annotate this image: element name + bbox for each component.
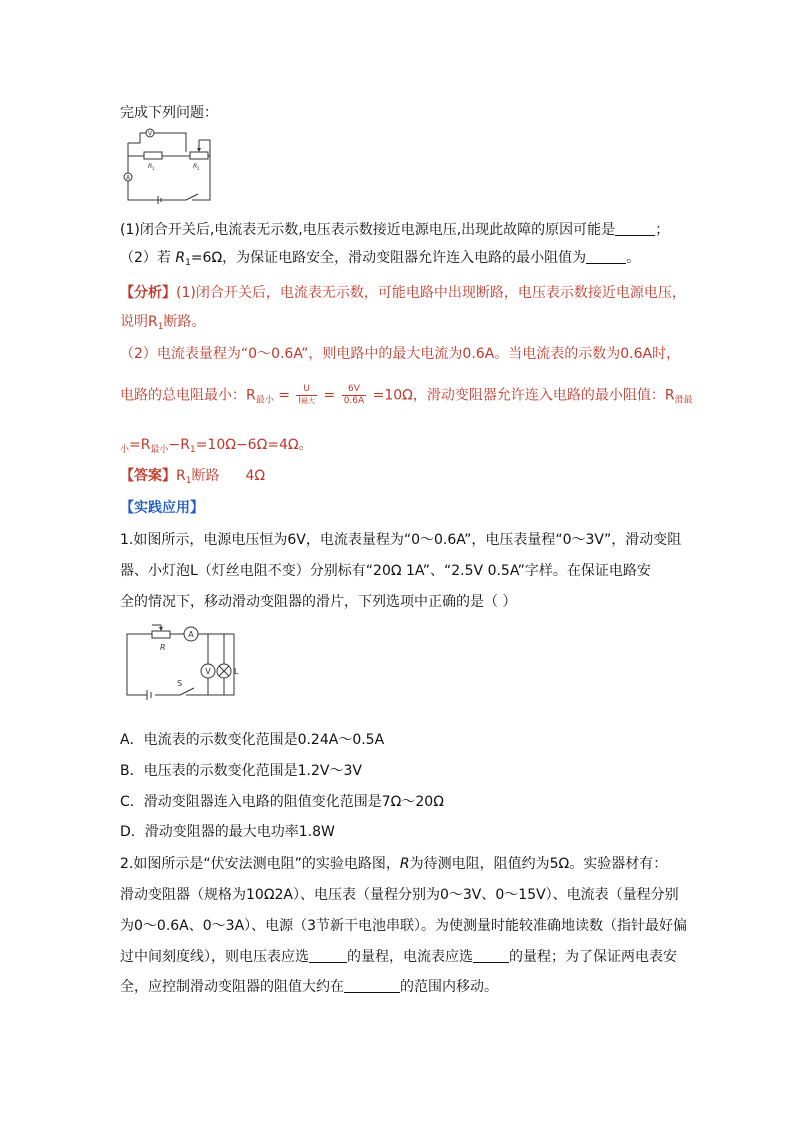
analysis-line-2: 说明$R_1$断路。 [120, 314, 206, 332]
problem-2-line-2: 滑动变阻器（规格为10Ω2A）、电压表（量程分别为0～3V、0～15V）、电流表（量程分别 [120, 887, 679, 903]
answer-blank-3 [309, 948, 347, 963]
answer-line: 【答案】$R_1$断路 4Ω [120, 468, 266, 486]
problem-2-line-3: 为0～0.6A、0～3A）、电源（3节新干电池串联）。为使测量时能较准确地读数（指针最好偏 [120, 918, 688, 934]
voltmeter-2-label: V [205, 667, 211, 676]
ammeter-label: A [125, 174, 131, 182]
option-c: C．滑动变阻器连入电路的阻值变化范围是7Ω～20Ω [120, 794, 444, 810]
r1-sub: 1 [152, 166, 155, 171]
circuit-diagram-2 [122, 624, 246, 700]
question-1: (1)闭合开关后,电流表无示数,电压表示数接近电源电压,出现此故障的原因可能是 ； [120, 222, 670, 238]
option-a: A．电流表的示数变化范围是0.24A～0.5A [120, 732, 385, 748]
fraction-6v-over-06a: $\frac{6V}{0.6A}$ [343, 384, 365, 406]
option-b: B．电压表的示数变化范围是1.2V～3V [120, 763, 362, 779]
r1-label: R [148, 163, 153, 170]
problem-2-line-5: 全，应控制滑动变阻器的阻值大约在 的范围内移动。 [120, 979, 498, 995]
question-2: （2）若 $R_1=6\Omega$，为保证电路安全，滑动变阻器允许连入电路的最小阻值为 。 [120, 250, 641, 268]
answer-blank-4 [473, 948, 509, 963]
lamp-label: L [234, 667, 239, 676]
fraction-u-over-i: $\frac{U}{\text{I最大}}$ [298, 384, 316, 406]
problem-2-line-1: 2.如图所示是“伏安法测电阻”的实验电路图，R为待测电阻，阻值约为5Ω。实验器材有： [120, 856, 668, 872]
problem-1-line-1: 1.如图所示，电源电压恒为6V，电流表量程为“0～0.6A”，电压表量程“0～3V”，滑动变阻 [120, 532, 682, 548]
voltmeter-label: V [147, 130, 153, 138]
answer-blank-5 [344, 978, 400, 993]
analysis-line-1: 【分析】(1)闭合开关后，电流表无示数，可能电路中出现断路，电压表示数接近电源电压， [120, 285, 686, 301]
analysis-line-4: 电路的总电阻最小：$R_{最小}$ = $\frac{U}{\text{I最大}}$ = $\frac{6V}{0.6A}$ =10Ω，滑动变阻器允许连入电路的最小阻值：$R_{滑最}$ [120, 384, 693, 406]
r2-sub: 2 [197, 166, 200, 171]
r2-label: R [193, 163, 198, 170]
circuit-diagram-1 [118, 128, 218, 204]
intro-text: 完成下列问题： [120, 105, 218, 121]
rheostat-label: R [160, 643, 166, 652]
analysis-tag: 【分析】 [120, 285, 176, 301]
problem-1-line-3: 全的情况下，移动滑动变阻器的滑片，下列选项中正确的是（ ） [120, 594, 517, 610]
problem-1-line-2: 器、小灯泡L（灯丝电阻不变）分别标有“20Ω 1A”、“2.5V 0.5A”字样。在保证电路安 [120, 563, 651, 579]
ammeter-2-label: A [188, 630, 194, 639]
analysis-line-5: $_小=R_{最小}-R_1=10\Omega-6\Omega=4\Omega$。 [120, 437, 313, 455]
switch-label: S [177, 679, 183, 688]
answer-blank-1 [615, 221, 655, 236]
answer-tag: 【答案】 [120, 468, 176, 484]
analysis-line-3: （2）电流表量程为“0～0.6A”，则电路中的最大电流为0.6A。当电流表的示数为0.6A时， [120, 346, 681, 362]
option-d: D．滑动变阻器的最大电功率1.8W [120, 824, 335, 840]
answer-blank-2 [586, 249, 626, 264]
section-title: 【实践应用】 [120, 500, 204, 516]
problem-2-line-4: 过中间刻度线），则电压表应选 的量程，电流表应选 的量程；为了保证两电表安 [120, 949, 677, 965]
